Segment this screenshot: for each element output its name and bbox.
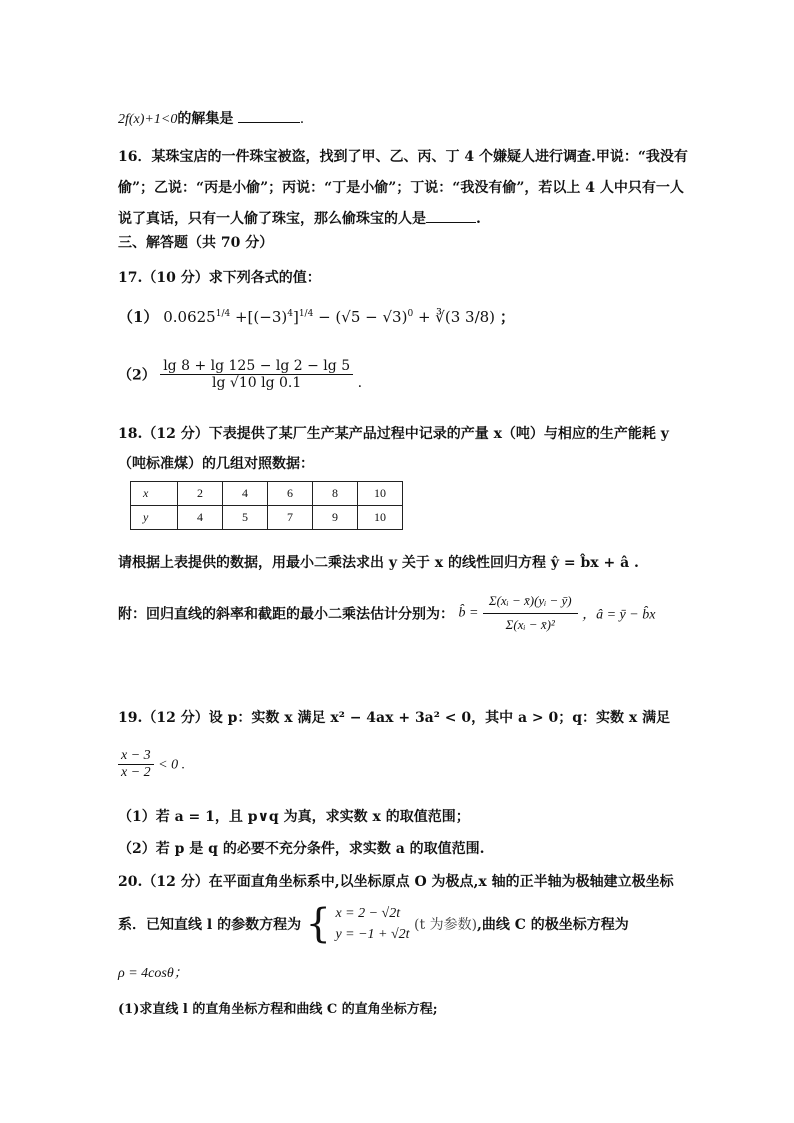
q16-answer-blank bbox=[426, 222, 476, 223]
q19-fraction: $\frac{x - 3}{x - 2}$ bbox=[118, 748, 154, 781]
q17-part2: （2） $\frac{\lg 8 + \lg 125 - \lg 2 - \lg 5}{\lg √10 \lg 0.1}$ . bbox=[118, 358, 363, 392]
table-row: x 2 4 6 8 10 bbox=[131, 482, 403, 506]
q20-line2: 系．已知直线 l 的参数方程为 { x = 2 − √2t y = −1 + √2t (t 为参数),曲线 C 的极坐标方程为 bbox=[118, 901, 629, 947]
q20-line1: 20.（12 分）在平面直角坐标系中,以坐标原点 O 为极点,x 轴的正半轴为极轴建立极坐标 bbox=[118, 874, 674, 890]
q18-slope-fraction: $\frac{\text{Σ(xᵢ − x̄)(yᵢ − ȳ)}}{\text{Σ(xᵢ − x̄)²}}$ bbox=[483, 590, 578, 637]
q15-end: . bbox=[299, 111, 305, 127]
q20-polar-equation: ρ = 4cosθ； bbox=[118, 966, 188, 981]
q17-header: 17.（10 分）求下列各式的值： bbox=[118, 270, 321, 286]
q18-instruction: 请根据上表提供的数据，用最小二乘法求出 y 关于 x 的线性回归方程 ŷ = b̂x + â . bbox=[118, 555, 639, 571]
q15-answer-blank bbox=[238, 122, 300, 123]
q17-part1: （1） $0.0625^{1/4} +[(-3)^4]^{1/4} - (√5 - √3)^0$ + ∛(3 3/8) ； bbox=[118, 308, 515, 326]
q19-part1: （1）若 a = 1，且 p∨q 为真，求实数 x 的取值范围； bbox=[118, 809, 470, 825]
system-brace: { bbox=[305, 901, 331, 947]
q18-appendix: 附：回归直线的斜率和截距的最小二乘法估计分别为： b̂ = $\frac{\text{Σ(xᵢ − x̄)(yᵢ − ȳ)}}{\text{Σ(xᵢ − x̄)²}}$ ，â = ȳ − b̂x bbox=[118, 590, 655, 637]
q17-part2-fraction: $\frac{\lg 8 + \lg 125 - \lg 2 - \lg 5}{\lg √10 \lg 0.1}$ bbox=[160, 358, 353, 391]
q18-line1: 18.（12 分）下表提供了某厂生产某产品过程中记录的产量 x（吨）与相应的生产能耗 y bbox=[118, 426, 669, 442]
q16-label: 16． bbox=[118, 149, 152, 165]
q16-line1: 16．某珠宝店的一件珠宝被盗，找到了甲、乙、丙、丁 4 个嫌疑人进行调查.甲说：“我没有 bbox=[118, 149, 688, 165]
q18-line2: （吨标准煤）的几组对照数据： bbox=[118, 456, 314, 472]
q19-fraction-line: $\frac{x - 3}{x - 2}$ < 0 . bbox=[118, 748, 185, 781]
section-3-heading: 三、解答题（共 70 分） bbox=[118, 235, 274, 251]
q15-tail bbox=[118, 108, 304, 128]
q20-part1: (1)求直线 l 的直角坐标方程和曲线 C 的直角坐标方程; bbox=[118, 1002, 438, 1017]
q20-param-system: x = 2 − √2t y = −1 + √2t bbox=[335, 906, 410, 942]
q15-text: 的解集是 bbox=[177, 111, 234, 127]
q16-line2: 偷”；乙说：“丙是小偷”；丙说：“丁是小偷”；丁说：“我没有偷”，若以上 4 人中只有一人 bbox=[118, 180, 684, 196]
q16-line3: 说了真话，只有一人偷了珠宝，那么偷珠宝的人是 . bbox=[118, 211, 481, 227]
q18-data-table bbox=[130, 481, 403, 530]
q19-part2: （2）若 p 是 q 的必要不充分条件，求实数 a 的取值范围. bbox=[118, 841, 485, 857]
q15-expr: 2f(x)+1<0 bbox=[118, 112, 178, 127]
q19-line1: 19.（12 分）设 p：实数 x 满足 x² − 4ax + 3a² < 0，其中 a > 0；q：实数 x 满足 bbox=[118, 710, 671, 726]
table-row: y 4 5 7 9 10 bbox=[131, 506, 403, 530]
